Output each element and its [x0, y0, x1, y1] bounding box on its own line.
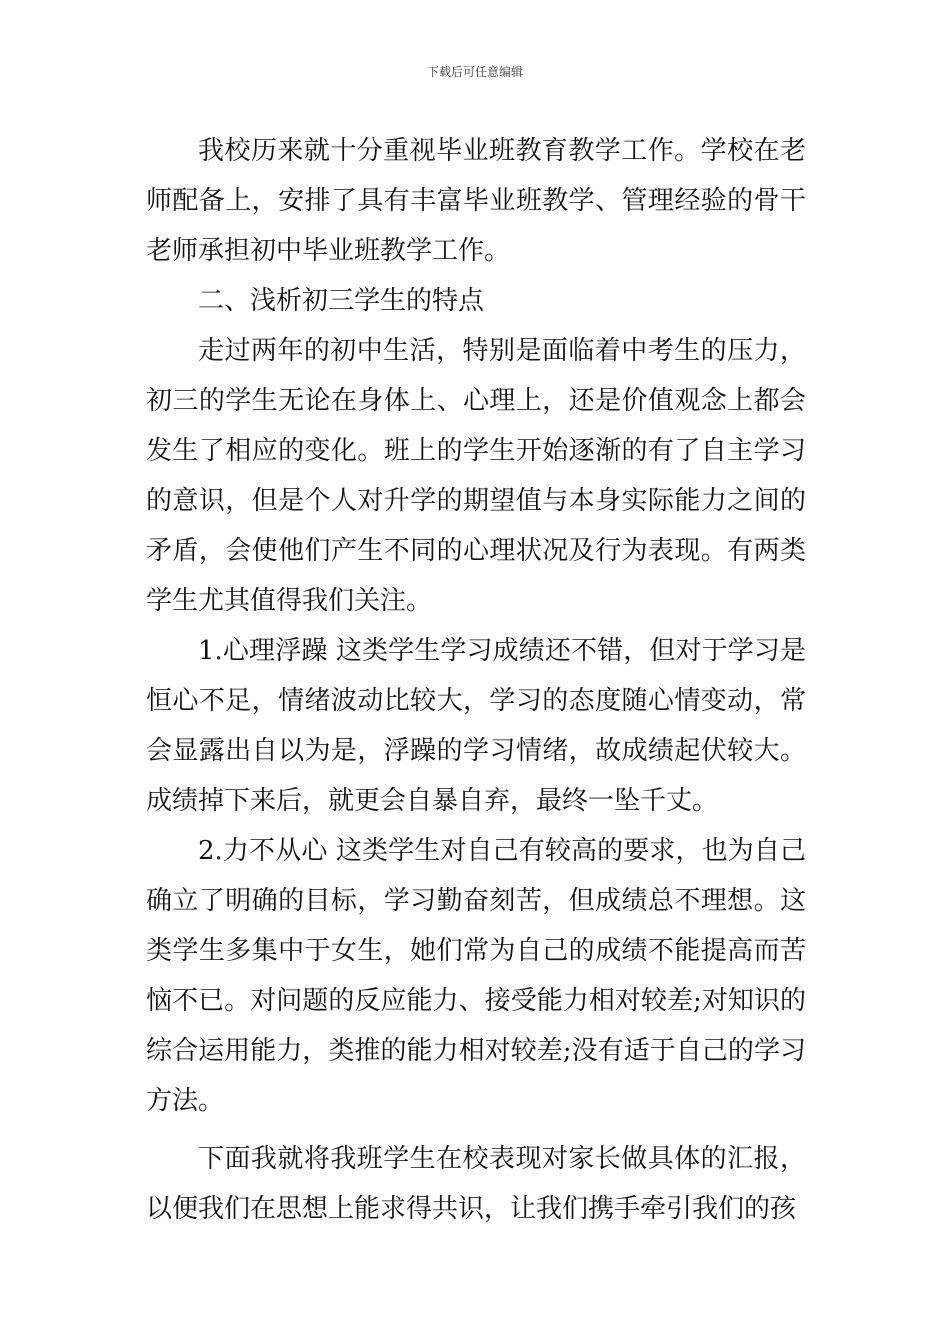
document-body	[146, 126, 806, 1234]
paragraph-restless-mindset: 1.心理浮躁 这类学生学习成绩还不错，但对于学习是恒心不足，情绪波动比较大，学习的态度随心情变动，常会显露出自以为是，浮躁的学习情绪，故成绩起伏较大。成绩掉下来后，就更会自暴自弃，最终一坠千丈。	[146, 636, 806, 816]
paragraph-school-emphasis: 我校历来就十分重视毕业班教育教学工作。学校在老师配备上，安排了具有丰富毕业班教学、管理经验的骨干老师承担初中毕业班教学工作。	[146, 136, 806, 266]
paragraph-report-to-parents: 下面我就将我班学生在校表现对家长做具体的汇报，以便我们在思想上能求得共识，让我们携手牵引我们的孩	[146, 1144, 806, 1224]
paragraph-student-changes: 走过两年的初中生活，特别是面临着中考生的压力，初三的学生无论在身体上、心理上，还是价值观念上都会发生了相应的变化。班上的学生开始逐渐的有了自主学习的意识，但是个人对升学的期望值与本身实际能力之间的矛盾，会使他们产生不同的心理状况及行为表现。有两类学生尤其值得我们关注。	[146, 336, 806, 616]
section-heading-student-traits: 二、浅析初三学生的特点	[198, 286, 485, 316]
paragraph-lacking-ability: 2.力不从心 这类学生对自己有较高的要求，也为自己确立了明确的目标，学习勤奋刻苦，但成绩总不理想。这类学生多集中于女生，她们常为自己的成绩不能提高而苦恼不已。对问题的反应能力、接受能力相对较差;对知识的综合运用能力，类推的能力相对较差;没有适于自己的学习方法。	[146, 836, 806, 1116]
page-header: 下载后可任意编辑	[426, 65, 523, 79]
